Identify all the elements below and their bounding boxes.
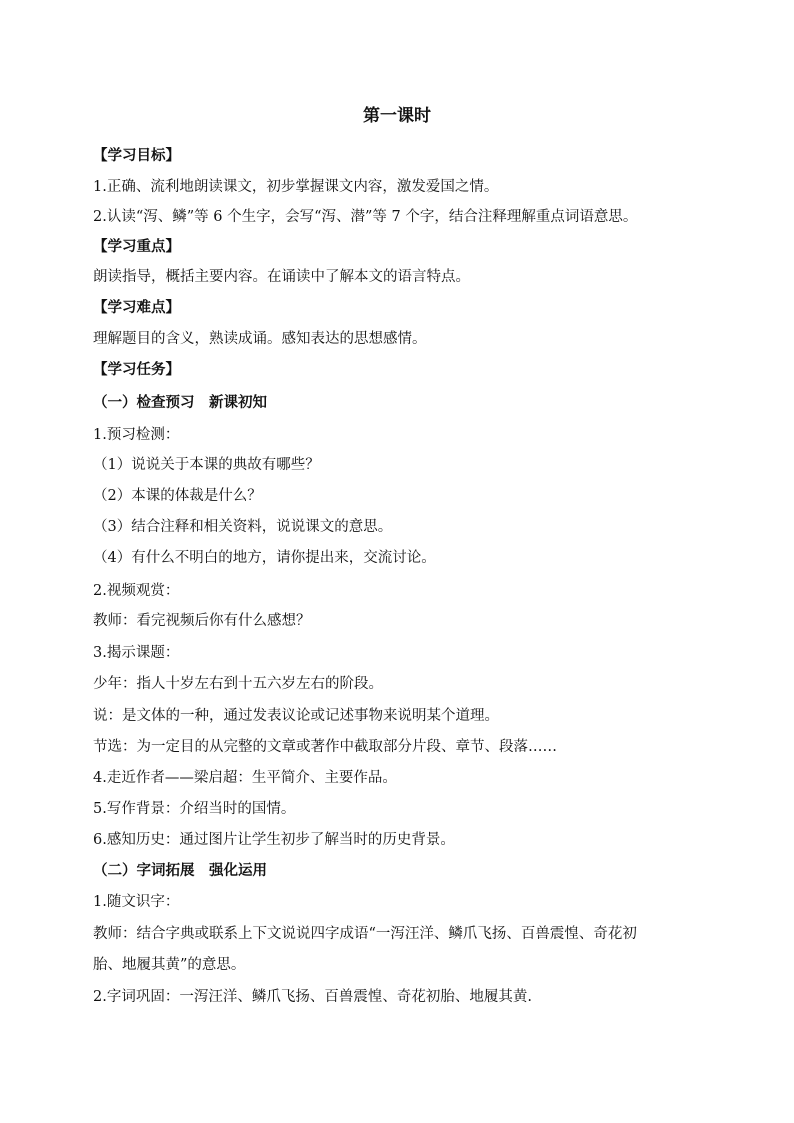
section-heading-1: （一）检查预习 新课初知 — [93, 394, 267, 411]
goal-item-1: 1.正确、流利地朗读课文，初步掌握课文内容，激发爱国之情。 — [93, 179, 499, 195]
task-line: 1.预习检测： — [93, 427, 180, 443]
task-line: 1.随文识字： — [93, 894, 180, 910]
task-line: （3）结合注释和相关资料，说说课文的意思。 — [93, 519, 393, 535]
task-line: 节选：为一定目的从完整的文章或著作中截取部分片段、章节、段落…… — [93, 739, 557, 755]
heading-difficulties: 【学习难点】 — [93, 299, 180, 316]
task-line: （1）说说关于本课的典故有哪些？ — [93, 457, 320, 473]
task-line: 3.揭示课题： — [93, 645, 180, 661]
task-line: 说：是文体的一种，通过发表议论或记述事物来说明某个道理。 — [93, 708, 499, 724]
task-line: 6.感知历史：通过图片让学生初步了解当时的历史背景。 — [93, 832, 455, 848]
document-title: 第一课时 — [363, 106, 431, 126]
section-heading-2: （二）字词拓展 强化运用 — [93, 862, 267, 879]
task-line: （2）本课的体裁是什么？ — [93, 488, 262, 504]
task-line: 少年：指人十岁左右到十五六岁左右的阶段。 — [93, 676, 383, 692]
task-line: 教师：结合字典或联系上下文说说四字成语“一泻汪洋、鳞爪飞扬、百兽震惶、奇花初 — [93, 926, 637, 942]
heading-key-points: 【学习重点】 — [93, 238, 180, 255]
heading-learning-tasks: 【学习任务】 — [93, 361, 180, 378]
heading-learning-goals: 【学习目标】 — [93, 147, 180, 164]
task-line: 2.字词巩固：一泻汪洋、鳞爪飞扬、百兽震惶、奇花初胎、地履其黄. — [93, 989, 532, 1005]
task-line: 2.视频观赏： — [93, 583, 180, 599]
difficulties-text: 理解题目的含义，熟读成诵。感知表达的思想感情。 — [93, 331, 427, 347]
task-line: 4.走近作者——梁启超：生平简介、主要作品。 — [93, 770, 397, 786]
task-line: 教师：看完视频后你有什么感想？ — [93, 613, 311, 629]
task-line: 5.写作背景：介绍当时的国情。 — [93, 801, 296, 817]
task-line: （4）有什么不明白的地方，请你提出来，交流讨论。 — [93, 550, 436, 566]
goal-item-2: 2.认读“泻、鳞”等 6 个生字，会写“泻、潜”等 7 个字，结合注释理解重点词语意思。 — [93, 209, 638, 225]
task-line: 胎、地履其黄”的意思。 — [93, 957, 246, 973]
key-points-text: 朗读指导，概括主要内容。在诵读中了解本文的语言特点。 — [93, 269, 470, 285]
